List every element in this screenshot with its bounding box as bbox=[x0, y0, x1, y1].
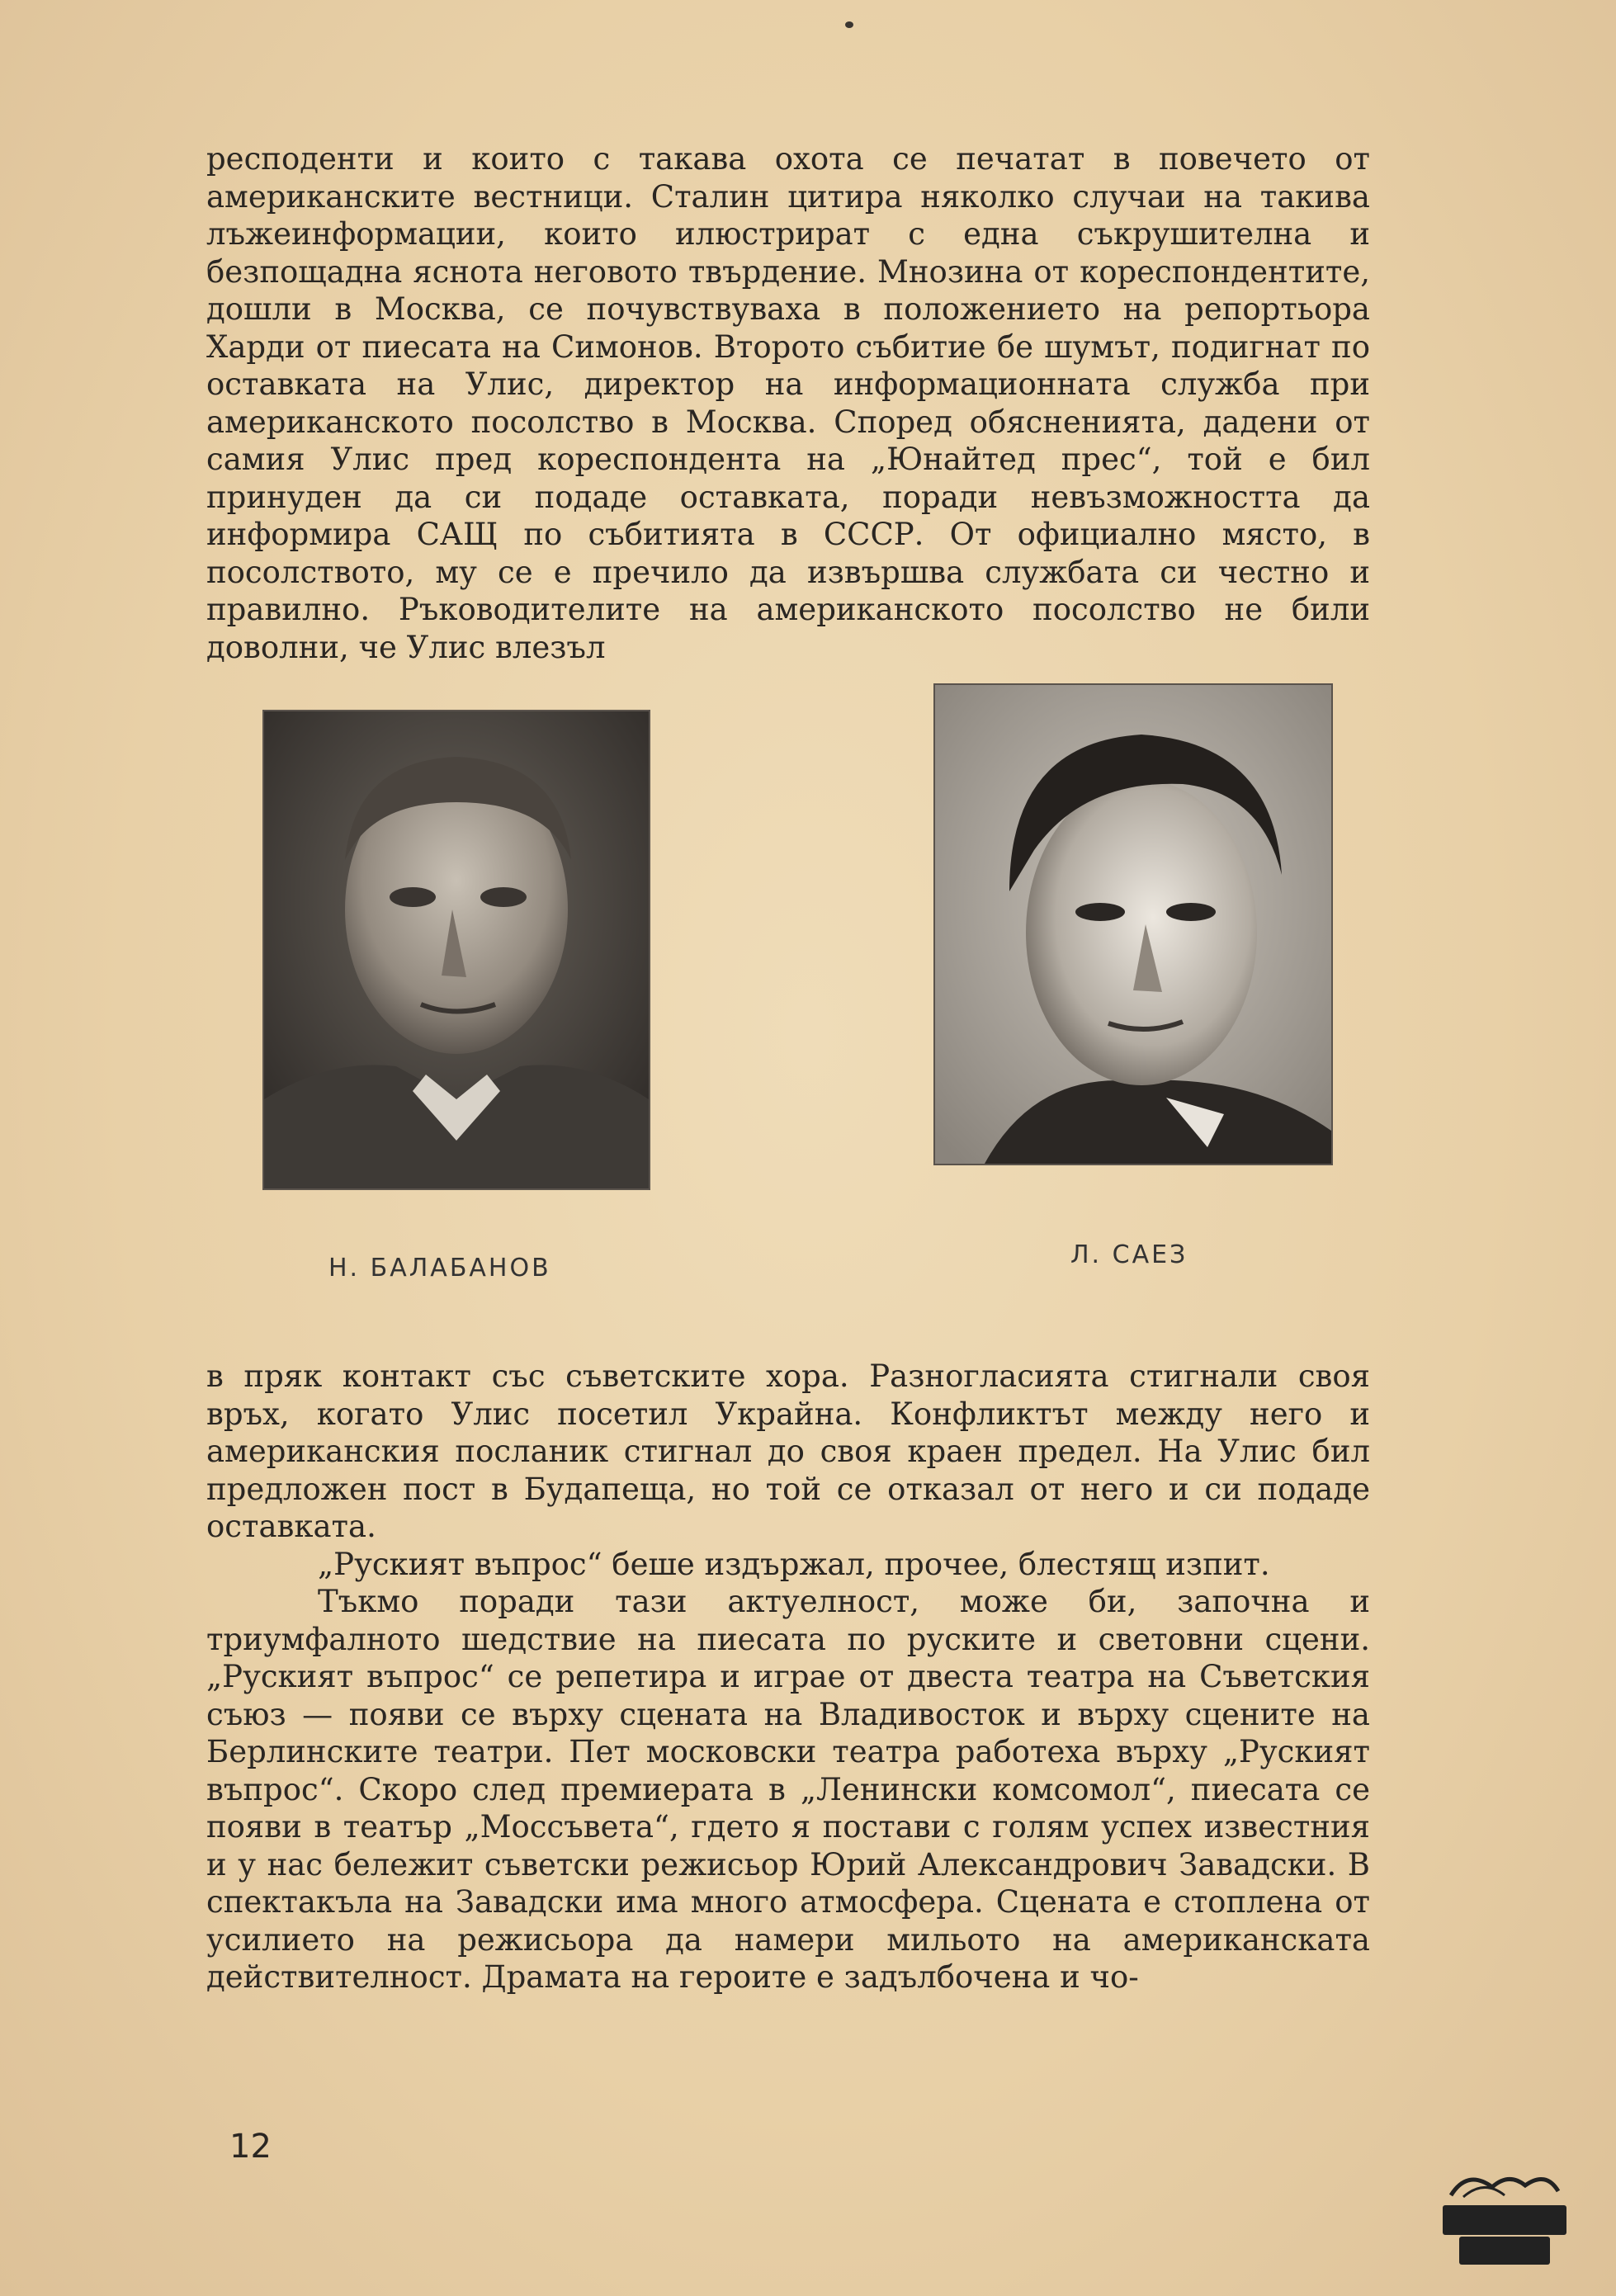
portrait-photo-saez bbox=[935, 685, 1331, 1164]
article-paragraph: Тъкмо поради тази актуелност, може би, започна и триумфалното шедствие на пиесата по руските и световни сцени. „Руският въпрос“ се репетира и играе от двеста театра на Съветския съюз — появи се върху сцената на Владивосток и върху сцените на Берлинските театри. Пет московски театра работеха върху „Руският въпрос“. Скоро след премиерата в „Ленински комсомол“, пиесата се появи в театър „Моссъвета“, гдето я постави с голям успех известния и у нас бележит съветски режисьор Юрий Александрович Завадски. В спектакъла на Завадски има много атмосфера. Сцената е стоплена от усилието на режисьора да намери мильото на американската действителност. Драмата на героите е задълбочена и чо- bbox=[206, 1584, 1370, 1995]
article-paragraph: „Руският въпрос“ беше издържал, прочее, блестящ изпит. bbox=[318, 1546, 1270, 1582]
top-article-text bbox=[206, 140, 1370, 666]
portrait-photo-balabanov bbox=[264, 711, 649, 1188]
portrait-balabanov-image bbox=[264, 711, 649, 1188]
portrait-saez-image bbox=[935, 685, 1331, 1164]
article-paragraph: респоденти и които с такава охота се печатат в повечето от американските вестници. Сталин цитира няколко случаи на такива лъжеинформации, които илюстрират с една съкрушителна и безпощадна яснота неговото твърдение. Мнозина от кореспондентите, дошли в Москва, се почувствуваха в положението на репортьора Харди от пиесата на Симонов. Второто събитие бе шумът, подигнат по оставката на Улис, директор на информационната служба при американското посолство в Москва. Според обясненията, дадени от самия Улис пред кореспондента на „Юнайтед прес“, той е бил принуден да си подаде оставката, поради невъзможността да информира САЩ по събитията в СССР. От официално място, в посолството, му се е пречило да извършва службата си честно и правилно. Ръководителите на американското посолство не били доволни, че Улис влезъл bbox=[206, 141, 1370, 665]
bottom-article-text bbox=[206, 1358, 1370, 1996]
page-number: 12 bbox=[229, 2128, 272, 2166]
caption-balabanov: Н. БАЛАБАНОВ bbox=[328, 1254, 551, 1283]
article-paragraph: в пряк контакт със съветските хора. Разногласията стигнали своя връх, когато Улис посетил Украйна. Конфликтът между него и американския посланик стигнал до своя краен предел. На Улис бил предложен пост в Будапеща, но той се отказал от него и си подаде оставката. bbox=[206, 1358, 1370, 1544]
caption-saez: Л. САЕЗ bbox=[1070, 1240, 1188, 1269]
national-theatre-stamp-logo bbox=[1434, 2162, 1575, 2268]
ink-dot bbox=[845, 21, 853, 28]
